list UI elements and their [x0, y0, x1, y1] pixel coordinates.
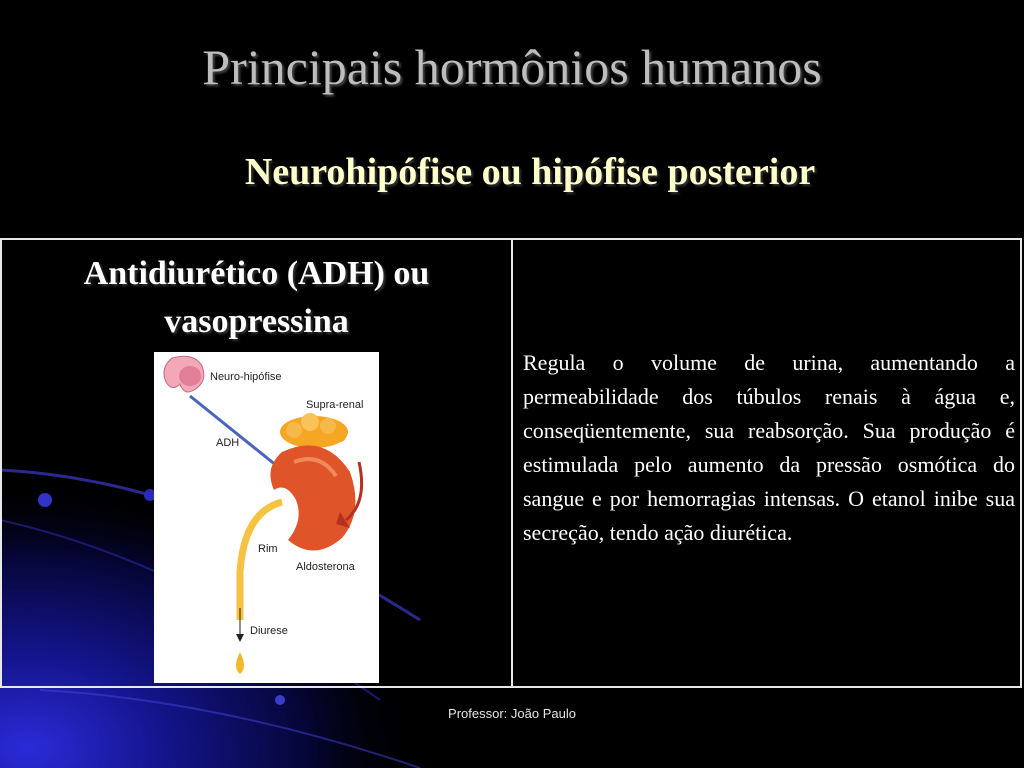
hormone-name-cell: [2, 240, 511, 686]
hormone-description: Regula o volume de urina, aumentando a permeabilidade dos túbulos renais à água e, conseqüentemente, sua reabsorção. Sua produção é estimulada pelo aumento da pressão osmótica do sangue e por hemorragias intensas. O etanol inibe sua secreção, tendo ação diurética.: [523, 350, 1015, 545]
slide-subtitle: Neurohipófise ou hipófise posterior: [244, 151, 816, 193]
adh-kidney-diagram: [154, 352, 379, 683]
hormone-name: Antidiurético (ADH) ou vasopressina: [83, 255, 430, 340]
label-rim: Rim: [258, 543, 278, 555]
slide-title: Principais hormônios humanos: [202, 39, 822, 95]
label-supra-renal: Supra-renal: [306, 399, 364, 411]
label-adh: ADH: [216, 437, 240, 449]
label-aldosterona: Aldosterona: [296, 561, 355, 573]
footer-credit: Professor: João Paulo: [448, 706, 576, 721]
neurohypophysis-shape: [164, 356, 204, 392]
label-diurese: Diurese: [250, 625, 288, 637]
description-cell: [513, 240, 1022, 686]
label-neuro-hipofise: Neuro-hipófise: [210, 371, 282, 383]
